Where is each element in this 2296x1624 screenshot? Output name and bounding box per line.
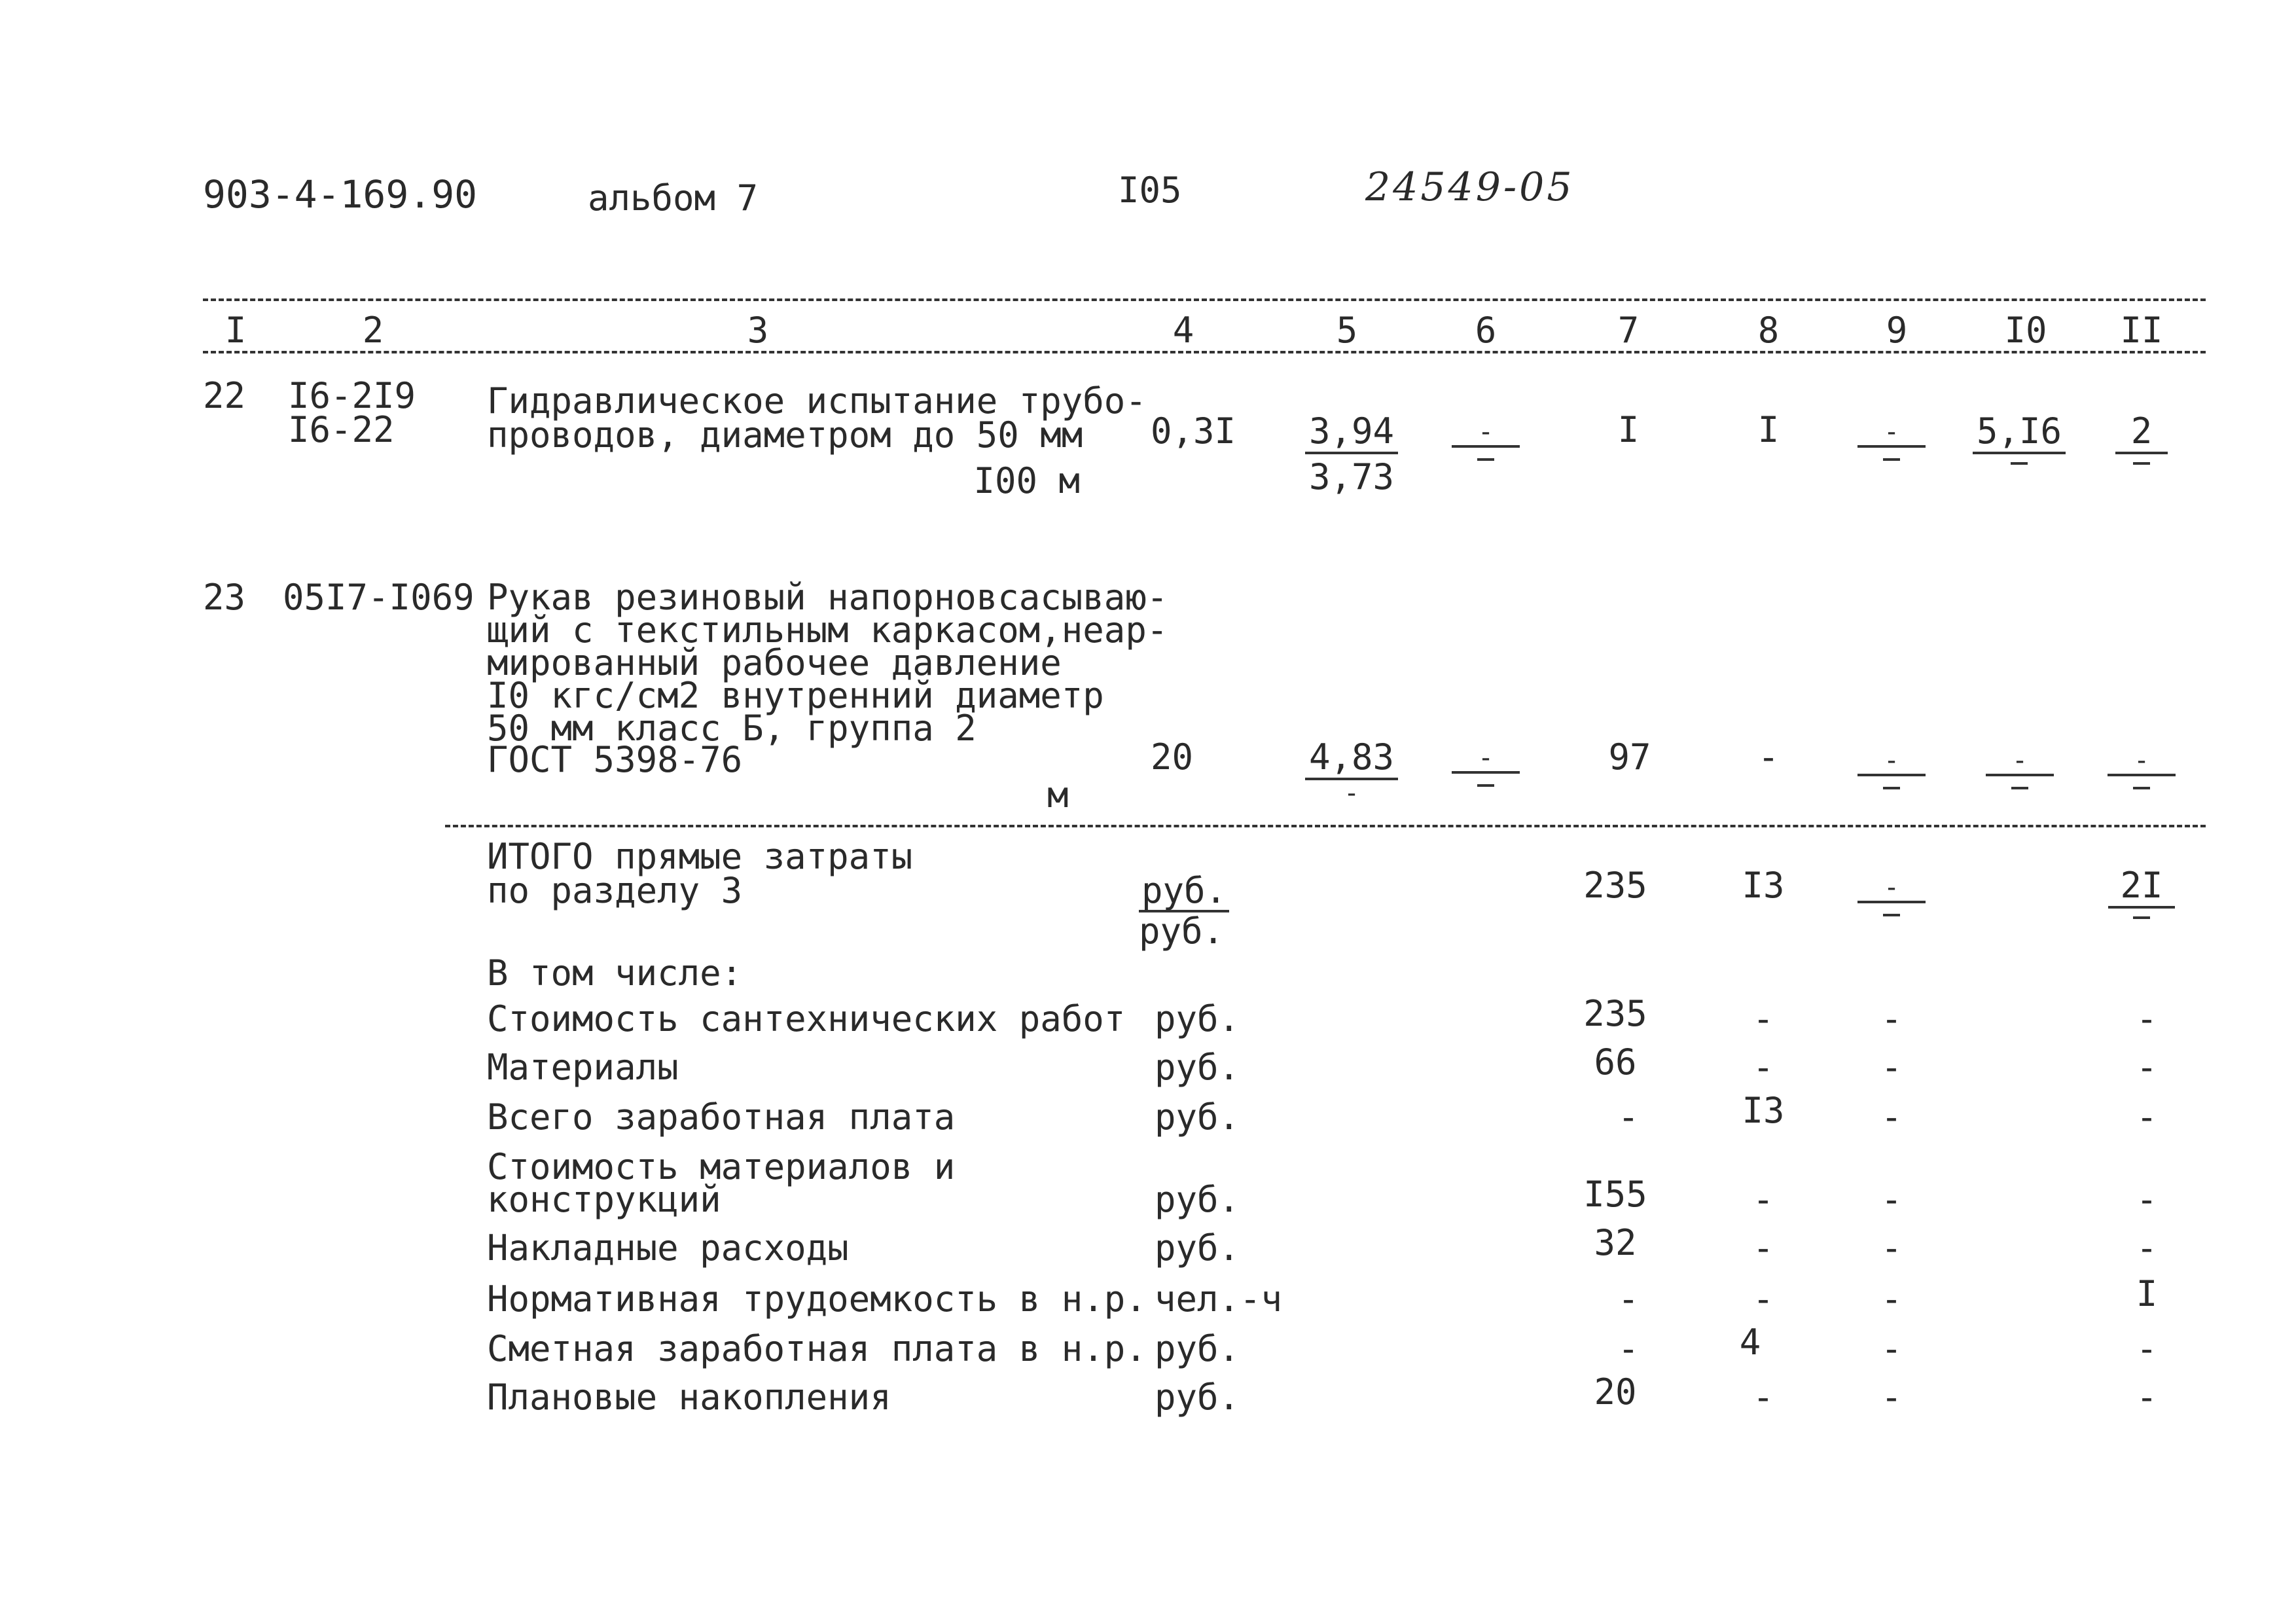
- row-description-line: 50 мм класс Б, группа 2: [487, 708, 977, 749]
- breakdown-col9: -: [1880, 1047, 1903, 1088]
- breakdown-col8: I3: [1742, 1090, 1785, 1131]
- breakdown-col7: 66: [1594, 1041, 1637, 1083]
- row-col8: I: [1757, 409, 1780, 450]
- row-number: 22: [203, 375, 246, 416]
- fraction-tick: [2011, 787, 2028, 789]
- breakdown-unit: руб.: [1155, 1227, 1240, 1269]
- breakdown-col9: -: [1880, 1278, 1903, 1320]
- row-col9-fraction: [1859, 748, 1924, 789]
- breakdown-col8: -: [1752, 1179, 1774, 1220]
- col-header-4: 4: [1172, 310, 1194, 351]
- breakdown-col11: -: [2136, 998, 2158, 1039]
- fraction-tick: [1883, 458, 1900, 461]
- breakdown-unit: руб.: [1155, 1047, 1240, 1088]
- col-header-1: I: [224, 310, 247, 351]
- total-col7: 235: [1583, 865, 1647, 906]
- breakdown-label: Стоимость сантехнических работ: [487, 998, 1126, 1039]
- row-col8: -: [1757, 736, 1780, 778]
- row-col6-fraction: [1453, 419, 1518, 461]
- breakdown-col11: -: [2136, 1328, 2158, 1369]
- breakdown-label: Всего заработная плата: [487, 1096, 956, 1138]
- breakdown-col8: 4: [1739, 1322, 1761, 1363]
- price-top: 3,94: [1305, 414, 1398, 454]
- total-col11-fraction: [2109, 865, 2174, 919]
- row-price-fraction: [1296, 736, 1407, 808]
- totals-rule: [445, 825, 2206, 827]
- breakdown-col11: -: [2136, 1047, 2158, 1088]
- col6-value: -: [1452, 419, 1520, 448]
- fraction-tick: [1883, 914, 1900, 916]
- breakdown-col9: -: [1880, 1328, 1903, 1369]
- breakdown-col11: -: [2136, 1377, 2158, 1418]
- total-col11-value: 2I: [2108, 868, 2174, 909]
- col10-value: -: [1986, 748, 2054, 776]
- total-col9-value: -: [1857, 875, 1926, 903]
- breakdown-label: Стоимость материалов и: [487, 1146, 956, 1187]
- price-bottom: 3,73: [1308, 456, 1395, 497]
- total-label-line: ИТОГО прямые затраты: [487, 836, 913, 877]
- row-price-fraction: [1296, 410, 1407, 497]
- breakdown-col7: -: [1617, 1278, 1640, 1320]
- breakdown-unit: чел.-ч: [1155, 1278, 1283, 1320]
- breakdown-col9: -: [1880, 1179, 1903, 1220]
- breakdown-col9: -: [1880, 1096, 1903, 1138]
- breakdown-label: Сметная заработная плата в н.р.: [487, 1328, 1147, 1369]
- col10-value: 5,I6: [1973, 414, 2066, 454]
- breakdown-unit: руб.: [1155, 998, 1240, 1039]
- table-top-rule: [203, 298, 2206, 301]
- row-description-line: проводов, диаметром до 50 мм: [487, 414, 1083, 456]
- row-col7: I: [1617, 409, 1640, 450]
- breakdown-col8: -: [1752, 1377, 1774, 1418]
- col-header-8: 8: [1757, 310, 1780, 351]
- breakdown-col8: -: [1752, 998, 1774, 1039]
- col-header-5: 5: [1336, 310, 1358, 351]
- breakdown-col11: -: [2136, 1179, 2158, 1220]
- album-label: альбом 7: [588, 177, 759, 219]
- row-col7: 97: [1608, 736, 1651, 778]
- price-bottom: -: [1343, 778, 1360, 808]
- breakdown-col11: -: [2136, 1227, 2158, 1269]
- col-header-7: 7: [1617, 310, 1640, 351]
- breakdown-unit: руб.: [1155, 1377, 1240, 1418]
- col-header-11: II: [2120, 310, 2163, 351]
- total-unit-fraction: [1139, 870, 1237, 952]
- col-header-6: 6: [1475, 310, 1497, 351]
- fraction-tick: [1477, 458, 1494, 461]
- row-description-line: Гидравлическое испытание трубо-: [487, 380, 1147, 422]
- breakdown-label: Плановые накопления: [487, 1377, 891, 1418]
- row-quantity: 20: [1151, 736, 1194, 778]
- table-header-rule: [203, 351, 2206, 353]
- breakdown-col7: 32: [1594, 1222, 1637, 1263]
- col-header-9: 9: [1886, 310, 1908, 351]
- price-top: 4,83: [1305, 740, 1398, 780]
- row-col10-fraction: [1987, 748, 2053, 789]
- breakdown-col9: -: [1880, 1377, 1903, 1418]
- breakdown-col7: 20: [1594, 1371, 1637, 1413]
- breakdown-label: Накладные расходы: [487, 1227, 849, 1269]
- row-col6-fraction: [1453, 745, 1518, 787]
- including-label: В том числе:: [487, 952, 743, 994]
- breakdown-col7: -: [1617, 1096, 1640, 1138]
- col6-value: -: [1452, 745, 1520, 774]
- row-description-line: Рукав резиновый напорновсасываю-: [487, 577, 1168, 618]
- col11-value: -: [2108, 748, 2176, 776]
- breakdown-unit: руб.: [1155, 1328, 1240, 1369]
- breakdown-col11: I: [2136, 1273, 2158, 1314]
- col-header-10: I0: [2004, 310, 2047, 351]
- row-description-line: ГОСТ 5398-76: [487, 739, 743, 780]
- fraction-tick: [2133, 916, 2150, 919]
- page-number: I05: [1118, 170, 1182, 211]
- breakdown-col9: -: [1880, 998, 1903, 1039]
- fraction-tick: [1883, 787, 1900, 789]
- col9-value: -: [1857, 419, 1926, 448]
- row-col11-fraction: [2109, 748, 2174, 789]
- row-code: 05I7-I069: [283, 577, 475, 618]
- row-description-line: щий с текстильным каркасом,неар-: [487, 609, 1168, 651]
- breakdown-label: Нормативная трудоемкость в н.р.: [487, 1278, 1147, 1320]
- fraction-tick: [2133, 787, 2150, 789]
- breakdown-col7: 235: [1583, 993, 1647, 1034]
- row-code: I6-2I9: [288, 375, 416, 416]
- row-unit: м: [1047, 774, 1069, 816]
- breakdown-col7: I55: [1583, 1174, 1647, 1215]
- breakdown-unit: руб.: [1155, 1179, 1240, 1220]
- handwritten-inventory-number: 24549-05: [1365, 164, 1575, 210]
- total-col8: I3: [1742, 865, 1785, 906]
- row-description-line: мированный рабочее давление: [487, 642, 1062, 683]
- breakdown-col8: -: [1752, 1227, 1774, 1269]
- fraction-tick: [2133, 462, 2150, 465]
- breakdown-col8: -: [1752, 1278, 1774, 1320]
- col-header-3: 3: [747, 310, 769, 351]
- total-unit-bottom: руб.: [1139, 911, 1225, 952]
- breakdown-col11: -: [2136, 1096, 2158, 1138]
- breakdown-unit: руб.: [1155, 1096, 1240, 1138]
- breakdown-label-continued: конструкций: [487, 1179, 721, 1220]
- row-col9-fraction: [1859, 419, 1924, 461]
- document-code: 903-4-169.90: [203, 172, 478, 217]
- col11-value: 2: [2115, 414, 2168, 454]
- col9-value: -: [1857, 748, 1926, 776]
- breakdown-label: Материалы: [487, 1047, 679, 1088]
- row-code: I6-22: [288, 409, 395, 450]
- row-description-line: I0 кгс/см2 внутренний диаметр: [487, 675, 1104, 716]
- total-unit-top: руб.: [1139, 873, 1229, 912]
- total-label-line: по разделу 3: [487, 870, 743, 911]
- row-col11-fraction: [2109, 410, 2174, 465]
- fraction-tick: [1477, 784, 1494, 787]
- fraction-tick: [2011, 462, 2028, 465]
- row-quantity: 0,3I: [1151, 410, 1236, 452]
- col-header-2: 2: [362, 310, 384, 351]
- row-col10-fraction: [1964, 410, 2075, 465]
- row-number: 23: [203, 577, 246, 618]
- breakdown-col7: -: [1617, 1328, 1640, 1369]
- total-col9-fraction: [1859, 875, 1924, 916]
- breakdown-col8: -: [1752, 1047, 1774, 1088]
- row-unit: I00 м: [973, 460, 1080, 501]
- breakdown-col9: -: [1880, 1227, 1903, 1269]
